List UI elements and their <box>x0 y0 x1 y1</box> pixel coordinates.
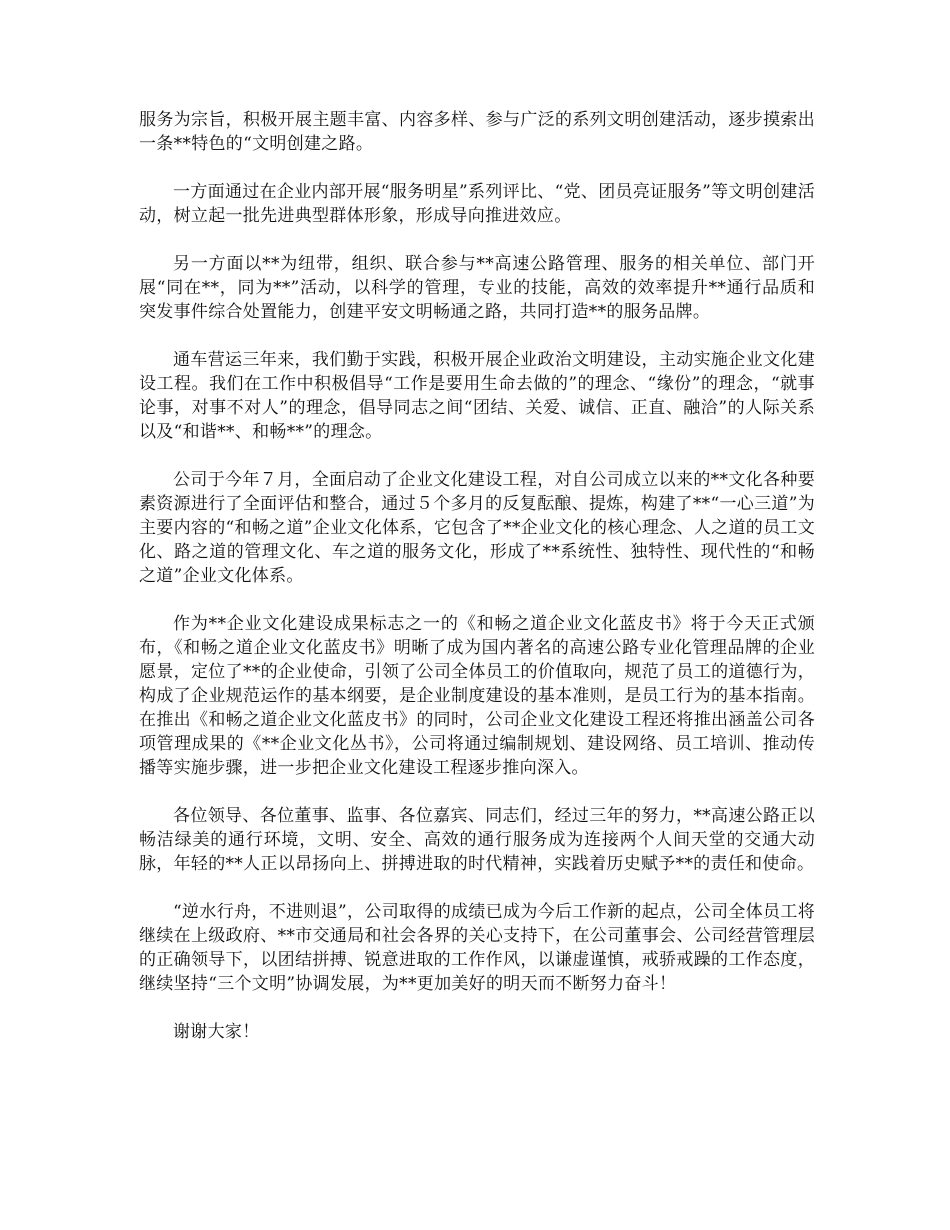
paragraph-1: 服务为宗旨，积极开展主题丰富、内容多样、参与广泛的系列文明创建活动，逐步摸索出一条**特色的“文明创建之路。 <box>139 110 815 154</box>
paragraph-3: 另一方面以**为纽带，组织、联合参与**高速公路管理、服务的相关单位、部门开展“同在**，同为**”活动，以科学的管理，专业的技能，高效的效率提升**通行品质和突发事件综合处置能力，创建平安文明畅通之路，共同打造**的服务品牌。 <box>139 254 815 322</box>
paragraph-7: 各位领导、各位董事、监事、各位嘉宾、同志们，经过三年的努力，**高速公路正以畅洁绿美的通行环境，文明、安全、高效的通行服务成为连接两个人间天堂的交通大动脉，年轻的**人正以昂扬向上、拼搏进取的时代精神，实践着历史赋予**的责任和使命。 <box>139 806 815 874</box>
paragraph-4: 通车营运三年来，我们勤于实践，积极开展企业政治文明建设，主动实施企业文化建设工程。我们在工作中积极倡导“工作是要用生命去做的”的理念、“缘份”的理念，“就事论事，对事不对人”的理念，倡导同志之间“团结、关爱、诚信、正直、融洽”的人际关系以及“和谐**、和畅**”的理念。 <box>139 350 815 442</box>
paragraph-8: “逆水行舟，不进则退”，公司取得的成绩已成为今后工作新的起点，公司全体员工将继续在上级政府、**市交通局和社会各界的关心支持下，在公司董事会、公司经营管理层的正确领导下，以团结拼搏、锐意进取的工作作风，以谦虚谨慎，戒骄戒躁的工作态度，继续坚持“三个文明”协调发展，为**更加美好的明天而不断努力奋斗！ <box>139 902 815 994</box>
document-body <box>139 108 815 1068</box>
closing-line: 谢谢大家！ <box>173 1022 260 1042</box>
paragraph-6: 作为**企业文化建设成果标志之一的《和畅之道企业文化蓝皮书》将于今天正式颁布，《和畅之道企业文化蓝皮书》明晰了成为国内著名的高速公路专业化管理品牌的企业愿景，定位了**的企业使命，引领了公司全体员工的价值取向，规范了员工的道德行为，构成了企业规范运作的基本纲要，是企业制度建设的基本准则，是员工行为的基本指南。在推出《和畅之道企业文化蓝皮书》的同时，公司企业文化建设工程还将推出涵盖公司各项管理成果的《**企业文化丛书》，公司将通过编制规划、建设网络、员工培训、推动传播等实施步骤，进一步把企业文化建设工程逐步推向深入。 <box>139 614 815 778</box>
paragraph-2: 一方面通过在企业内部开展“服务明星”系列评比、“党、团员亮证服务”等文明创建活动，树立起一批先进典型群体形象，形成导向推进效应。 <box>139 182 815 226</box>
paragraph-5: 公司于今年７月，全面启动了企业文化建设工程，对自公司成立以来的**文化各种要素资源进行了全面评估和整合，通过５个多月的反复酝酿、提炼，构建了**“一心三道”为主要内容的“和畅之道”企业文化体系，它包含了**企业文化的核心理念、人之道的员工文化、路之道的管理文化、车之道的服务文化，形成了**系统性、独特性、现代性的“和畅之道”企业文化体系。 <box>139 470 815 586</box>
